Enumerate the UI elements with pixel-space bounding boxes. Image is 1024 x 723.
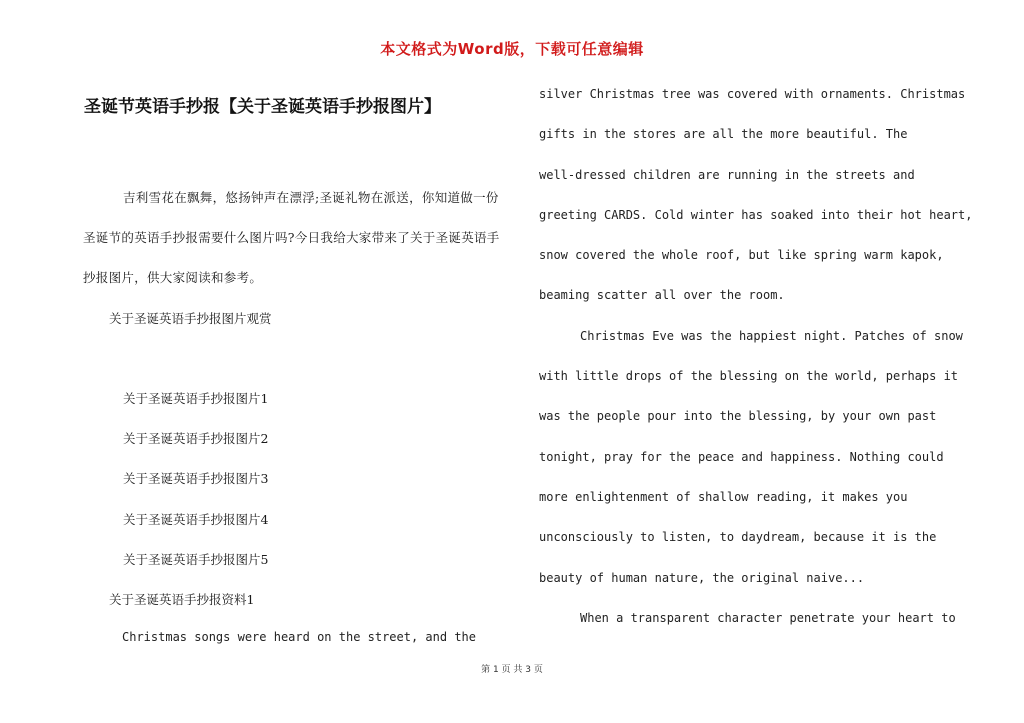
intro-paragraph: 吉利雪花在飘舞，悠扬钟声在漂浮;圣诞礼物在派送，你知道做一份圣诞节的英语手抄报需要什么图片吗?今日我给大家带来了关于圣诞英语手抄报图片，供大家阅读和参考。	[83, 190, 500, 285]
word-format-banner: 本文格式为Word版，下载可任意编辑	[380, 40, 644, 58]
english-text-line: was the people pour into the blessing, by your own past	[539, 409, 937, 424]
left-column	[83, 178, 503, 298]
english-text-line: more enlightenment of shallow reading, it makes you	[539, 489, 908, 504]
english-text-line: gifts in the stores are all the more beautiful. The	[539, 127, 908, 142]
english-text-line: snow covered the whole roof, but like spring warm kapok,	[539, 248, 944, 263]
english-text-line: unconsciously to listen, to daydream, because it is the	[539, 530, 937, 545]
page-title: 圣诞节英语手抄报【关于圣诞英语手抄报图片】	[84, 97, 441, 117]
english-text-line: silver Christmas tree was covered with ornaments. Christmas	[539, 87, 966, 101]
english-text-line: tonight, pray for the peace and happiness. Nothing could	[539, 449, 944, 464]
page-footer: 第 1 页 共 3 页	[481, 665, 543, 675]
english-text-line: Christmas songs were heard on the street, and the	[122, 630, 477, 644]
image-item: 关于圣诞英语手抄报图片1	[123, 391, 269, 406]
image-item: 关于圣诞英语手抄报图片3	[123, 471, 269, 486]
english-text-line: beauty of human nature, the original naive...	[539, 570, 865, 585]
english-text-line: beaming scatter all over the room.	[539, 288, 785, 303]
english-text-line: with little drops of the blessing on the world, perhaps it	[539, 369, 959, 384]
english-text-line: greeting CARDS. Cold winter has soaked into their hot heart,	[539, 207, 973, 222]
right-column	[539, 84, 973, 648]
english-text-line: Christmas Eve was the happiest night. Patches of snow	[580, 328, 963, 343]
image-item: 关于圣诞英语手抄报图片4	[123, 512, 269, 527]
section-heading: 关于圣诞英语手抄报图片观赏	[109, 311, 272, 326]
material-heading: 关于圣诞英语手抄报资料1	[109, 592, 255, 607]
image-item: 关于圣诞英语手抄报图片2	[123, 431, 269, 446]
english-text-line: well-dressed children are running in the streets and	[539, 167, 915, 182]
image-item: 关于圣诞英语手抄报图片5	[123, 552, 269, 567]
english-text-line: When a transparent character penetrate your heart to	[580, 610, 956, 625]
